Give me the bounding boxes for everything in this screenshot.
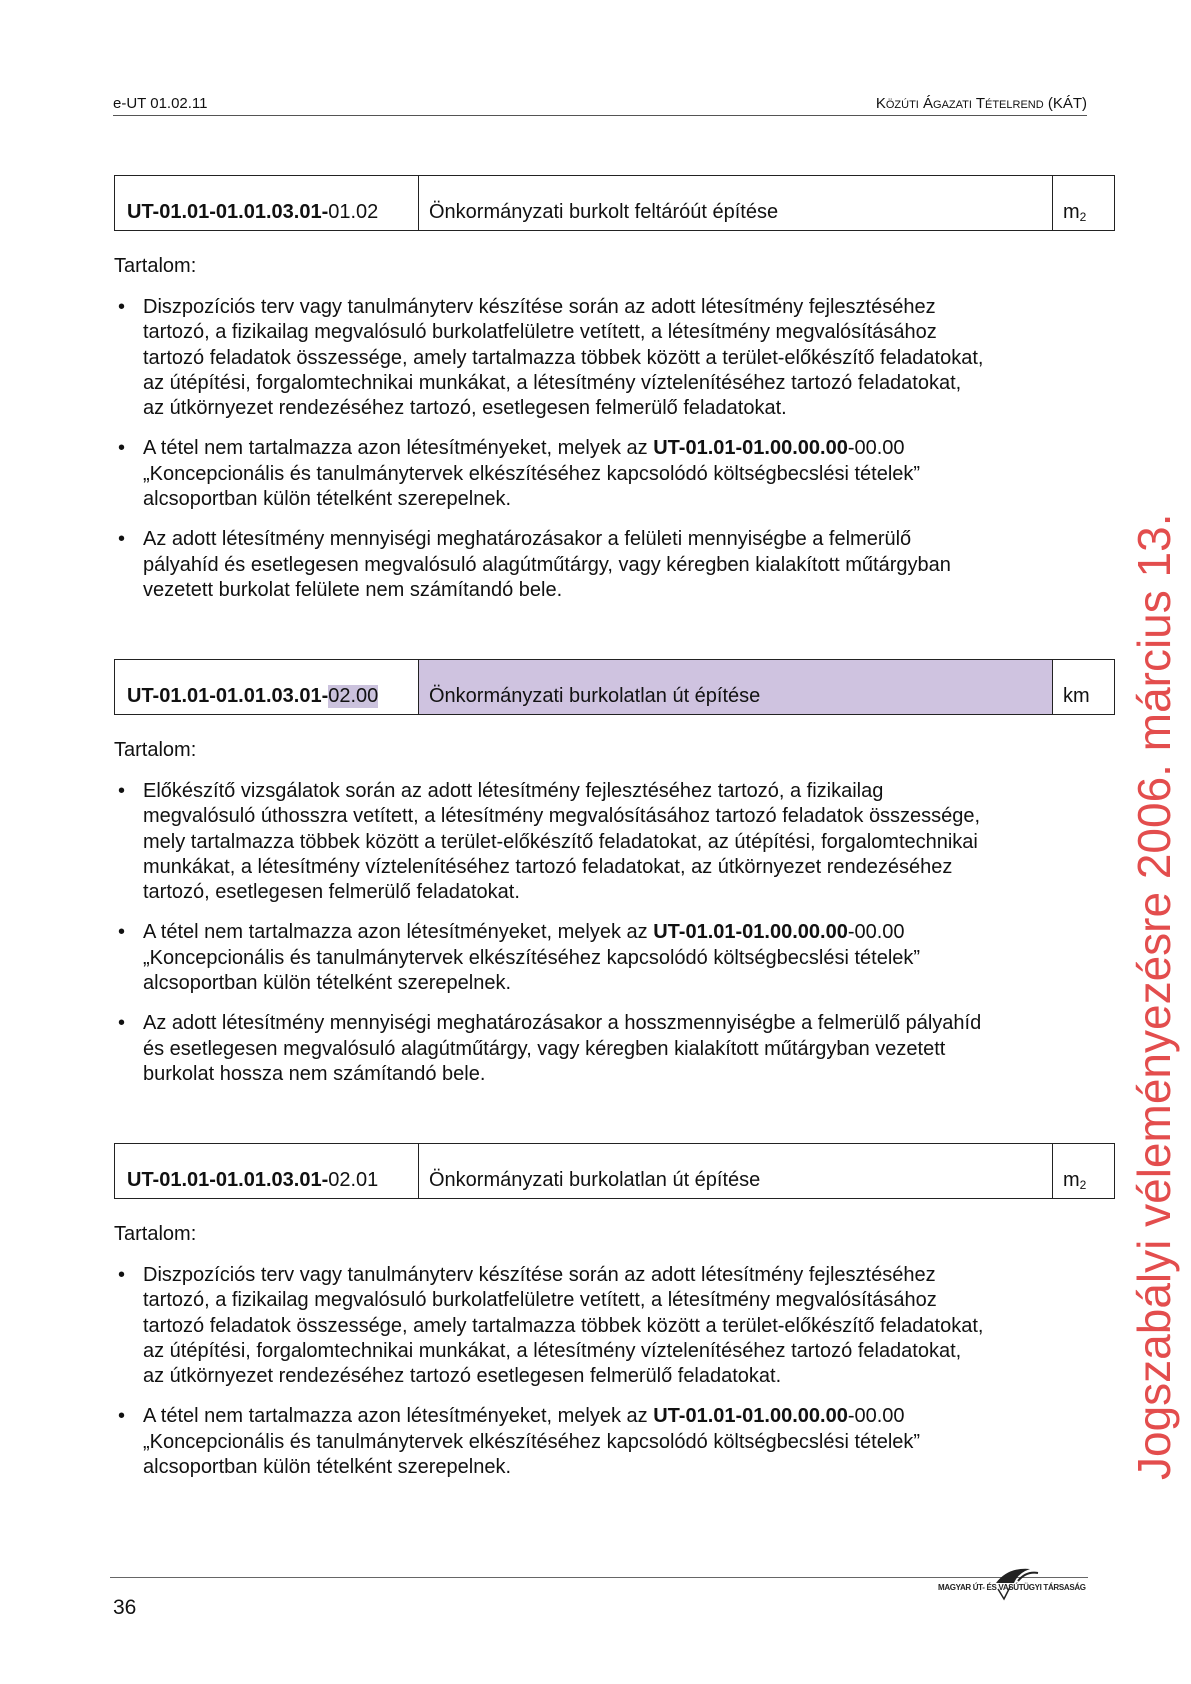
bullet-line	[143, 830, 1115, 855]
text-segment: „Koncepcionális és tanulmánytervek elkészítéséhez kapcsolódó költségbecslési tételek”	[143, 462, 921, 485]
bullet-line	[143, 320, 1115, 345]
text-segment: mely tartalmazza többek között a terület-előkészítő feladatokat, az útépítési, forgalomtechnikai	[143, 830, 978, 853]
bullet-line	[143, 1430, 1115, 1455]
item-code-bold: UT-01.01-01.01.03.01-	[127, 201, 329, 223]
text-segment: -00.00	[847, 921, 905, 944]
bullet-line	[143, 553, 1115, 578]
text-segment: Diszpozíciós terv vagy tanulmányterv készítése során az adott létesítmény fejlesztéséhez	[143, 1264, 936, 1286]
text-segment: az útépítési, forgalomtechnikai munkákat, a létesítmény víztelenítéséhez tartozó feladatokat,	[143, 371, 962, 394]
content-label: Tartalom:	[114, 1223, 197, 1245]
item-code	[115, 1144, 419, 1198]
unit-text: km	[1063, 685, 1090, 707]
item-code	[115, 176, 419, 230]
logo-text: MAGYAR ÚT- ÉS VASÚTÜGYI TÁRSASÁG	[938, 1583, 1086, 1592]
text-segment: alcsoportban külön tételként szerepelnek.	[143, 1456, 512, 1479]
text-segment: és esetlegesen megvalósuló alagútműtárgy, vagy kéregben kialakított műtárgyban vezetett	[143, 1037, 946, 1060]
bullet-line	[143, 371, 1115, 396]
unit-text: m	[1063, 1169, 1080, 1191]
bullet-line	[143, 779, 1115, 804]
unit-text: m	[1063, 201, 1080, 223]
bullet-line	[143, 1455, 1115, 1480]
text-segment: az útépítési, forgalomtechnikai munkákat, a létesítmény víztelenítéséhez tartozó feladatokat,	[143, 1339, 962, 1362]
content-bullets	[114, 779, 1115, 1087]
unit-exponent: 2	[1079, 1178, 1087, 1192]
item-header-table	[114, 175, 1115, 231]
text-segment: alcsoportban külön tételként szerepelnek.	[143, 972, 512, 995]
bullet-line	[143, 578, 1115, 603]
item-code-suffix: 01.02	[328, 201, 379, 223]
watermark: Jogszabályi véleményezésre 2006. március 13.	[1128, 513, 1180, 1480]
item-code-bold: UT-01.01-01.01.03.01-	[127, 1169, 329, 1191]
item-title: Önkormányzati burkolatlan út építése	[419, 1144, 1053, 1198]
bullet-line	[143, 396, 1115, 421]
bullet-line	[143, 920, 1115, 945]
item-code-suffix: 02.00	[328, 685, 379, 707]
bullet-line	[143, 1404, 1115, 1429]
bullet-item	[114, 1263, 1115, 1389]
text-segment: Előkészítő vizsgálatok során az adott létesítmény fejlesztéséhez tartozó, a fizikailag	[143, 780, 884, 802]
bullet-line	[143, 804, 1115, 829]
bullet-line	[143, 295, 1115, 320]
bullet-item	[114, 920, 1115, 996]
bullet-line	[143, 946, 1115, 971]
item-code-suffix: 02.01	[328, 1169, 379, 1191]
text-segment: „Koncepcionális és tanulmánytervek elkészítéséhez kapcsolódó költségbecslési tételek”	[143, 1430, 921, 1453]
bullet-line	[143, 1062, 1115, 1087]
text-segment: pályahíd és esetlegesen megvalósuló alagútműtárgy, vagy kéregben kialakított műtárgyban	[143, 553, 951, 576]
text-segment: vezetett burkolat felülete nem számítandó bele.	[143, 578, 563, 601]
text-segment: tartozó, a fizikailag megvalósuló burkolatfelületre vetített, a létesítmény megvalósításához	[143, 321, 937, 344]
text-segment: tartozó feladatok összessége, amely tartalmazza többek között a terület-előkészítő feladatokat,	[143, 1314, 984, 1337]
item-unit	[1053, 1144, 1114, 1198]
item-unit	[1053, 176, 1114, 230]
bullet-line	[143, 1339, 1115, 1364]
bullet-line	[143, 487, 1115, 512]
document-id: e-UT 01.02.11	[113, 95, 208, 112]
bullet-line	[143, 1288, 1115, 1313]
content-bullets	[114, 295, 1115, 603]
text-segment: A tétel nem tartalmazza azon létesítményeket, melyek az	[143, 437, 654, 460]
content-bullets	[114, 1263, 1115, 1480]
bullet-item	[114, 295, 1115, 421]
header-divider	[113, 115, 1087, 116]
text-segment: burkolat hossza nem számítandó bele.	[143, 1062, 486, 1085]
item-code	[115, 660, 419, 714]
bullet-item	[114, 527, 1115, 603]
text-segment: alcsoportban külön tételként szerepelnek.	[143, 488, 512, 511]
item-section	[114, 659, 1115, 1102]
content-label: Tartalom:	[114, 255, 197, 277]
item-reference: UT-01.01-01.00.00.00	[653, 437, 848, 460]
text-segment: A tétel nem tartalmazza azon létesítményeket, melyek az	[143, 1405, 654, 1428]
item-section	[114, 1143, 1115, 1495]
bullet-line	[143, 1263, 1115, 1288]
item-reference: UT-01.01-01.00.00.00	[653, 1405, 848, 1428]
text-segment: A tétel nem tartalmazza azon létesítményeket, melyek az	[143, 921, 654, 944]
text-segment: Diszpozíciós terv vagy tanulmányterv készítése során az adott létesítmény fejlesztéséhez	[143, 296, 936, 318]
item-header-table	[114, 659, 1115, 715]
bullet-line	[143, 1037, 1115, 1062]
bullet-item	[114, 1011, 1115, 1087]
text-segment: -00.00	[847, 437, 905, 460]
item-section	[114, 175, 1115, 618]
text-segment: „Koncepcionális és tanulmánytervek elkészítéséhez kapcsolódó költségbecslési tételek”	[143, 946, 921, 969]
item-title: Önkormányzati burkolatlan út építése	[419, 660, 1053, 714]
text-segment: az útkörnyezet rendezéséhez tartozó, esetlegesen felmerülő feladatokat.	[143, 397, 787, 420]
bullet-line	[143, 855, 1115, 880]
bullet-line	[143, 1364, 1115, 1389]
text-segment: Az adott létesítmény mennyiségi meghatározásakor a hosszmennyiségbe a felmerülő pályahíd	[143, 1012, 982, 1035]
text-segment: tartozó feladatok összessége, amely tartalmazza többek között a terület-előkészítő feladatokat,	[143, 346, 984, 369]
text-segment: megvalósuló úthosszra vetített, a létesítmény megvalósításához tartozó feladatok összessége,	[143, 805, 981, 828]
bullet-line	[143, 971, 1115, 996]
document-title: Közúti Ágazati Tételrend (KÁT)	[875, 95, 1087, 112]
item-unit	[1053, 660, 1114, 714]
bullet-line	[143, 880, 1115, 905]
text-segment: tartozó, a fizikailag megvalósuló burkolatfelületre vetített, a létesítmény megvalósításához	[143, 1289, 937, 1312]
bullet-line	[143, 1314, 1115, 1339]
bullet-line	[143, 527, 1115, 552]
bullet-line	[143, 1011, 1115, 1036]
item-code-bold: UT-01.01-01.01.03.01-	[127, 685, 329, 707]
bullet-line	[143, 346, 1115, 371]
text-segment: az útkörnyezet rendezéséhez tartozó esetlegesen felmerülő feladatokat.	[143, 1365, 782, 1388]
bullet-line	[143, 436, 1115, 461]
item-reference: UT-01.01-01.00.00.00	[653, 921, 848, 944]
bullet-item	[114, 779, 1115, 905]
bullet-item	[114, 436, 1115, 512]
content-label: Tartalom:	[114, 739, 197, 761]
item-header-table	[114, 1143, 1115, 1199]
unit-exponent: 2	[1079, 210, 1087, 224]
bullet-item	[114, 1404, 1115, 1480]
text-segment: -00.00	[847, 1405, 905, 1428]
item-title: Önkormányzati burkolt feltáróút építése	[419, 176, 1053, 230]
company-logo	[938, 1565, 1088, 1609]
text-segment: tartozó, esetlegesen felmerülő feladatokat.	[143, 881, 520, 904]
text-segment: munkákat, a létesítmény víztelenítéséhez tartozó feladatokat, az útkörnyezet rendezéséhez	[143, 855, 953, 878]
text-segment: Az adott létesítmény mennyiségi meghatározásakor a felületi mennyiségbe a felmerülő	[143, 528, 912, 551]
page-number: 36	[113, 1596, 137, 1619]
bullet-line	[143, 462, 1115, 487]
